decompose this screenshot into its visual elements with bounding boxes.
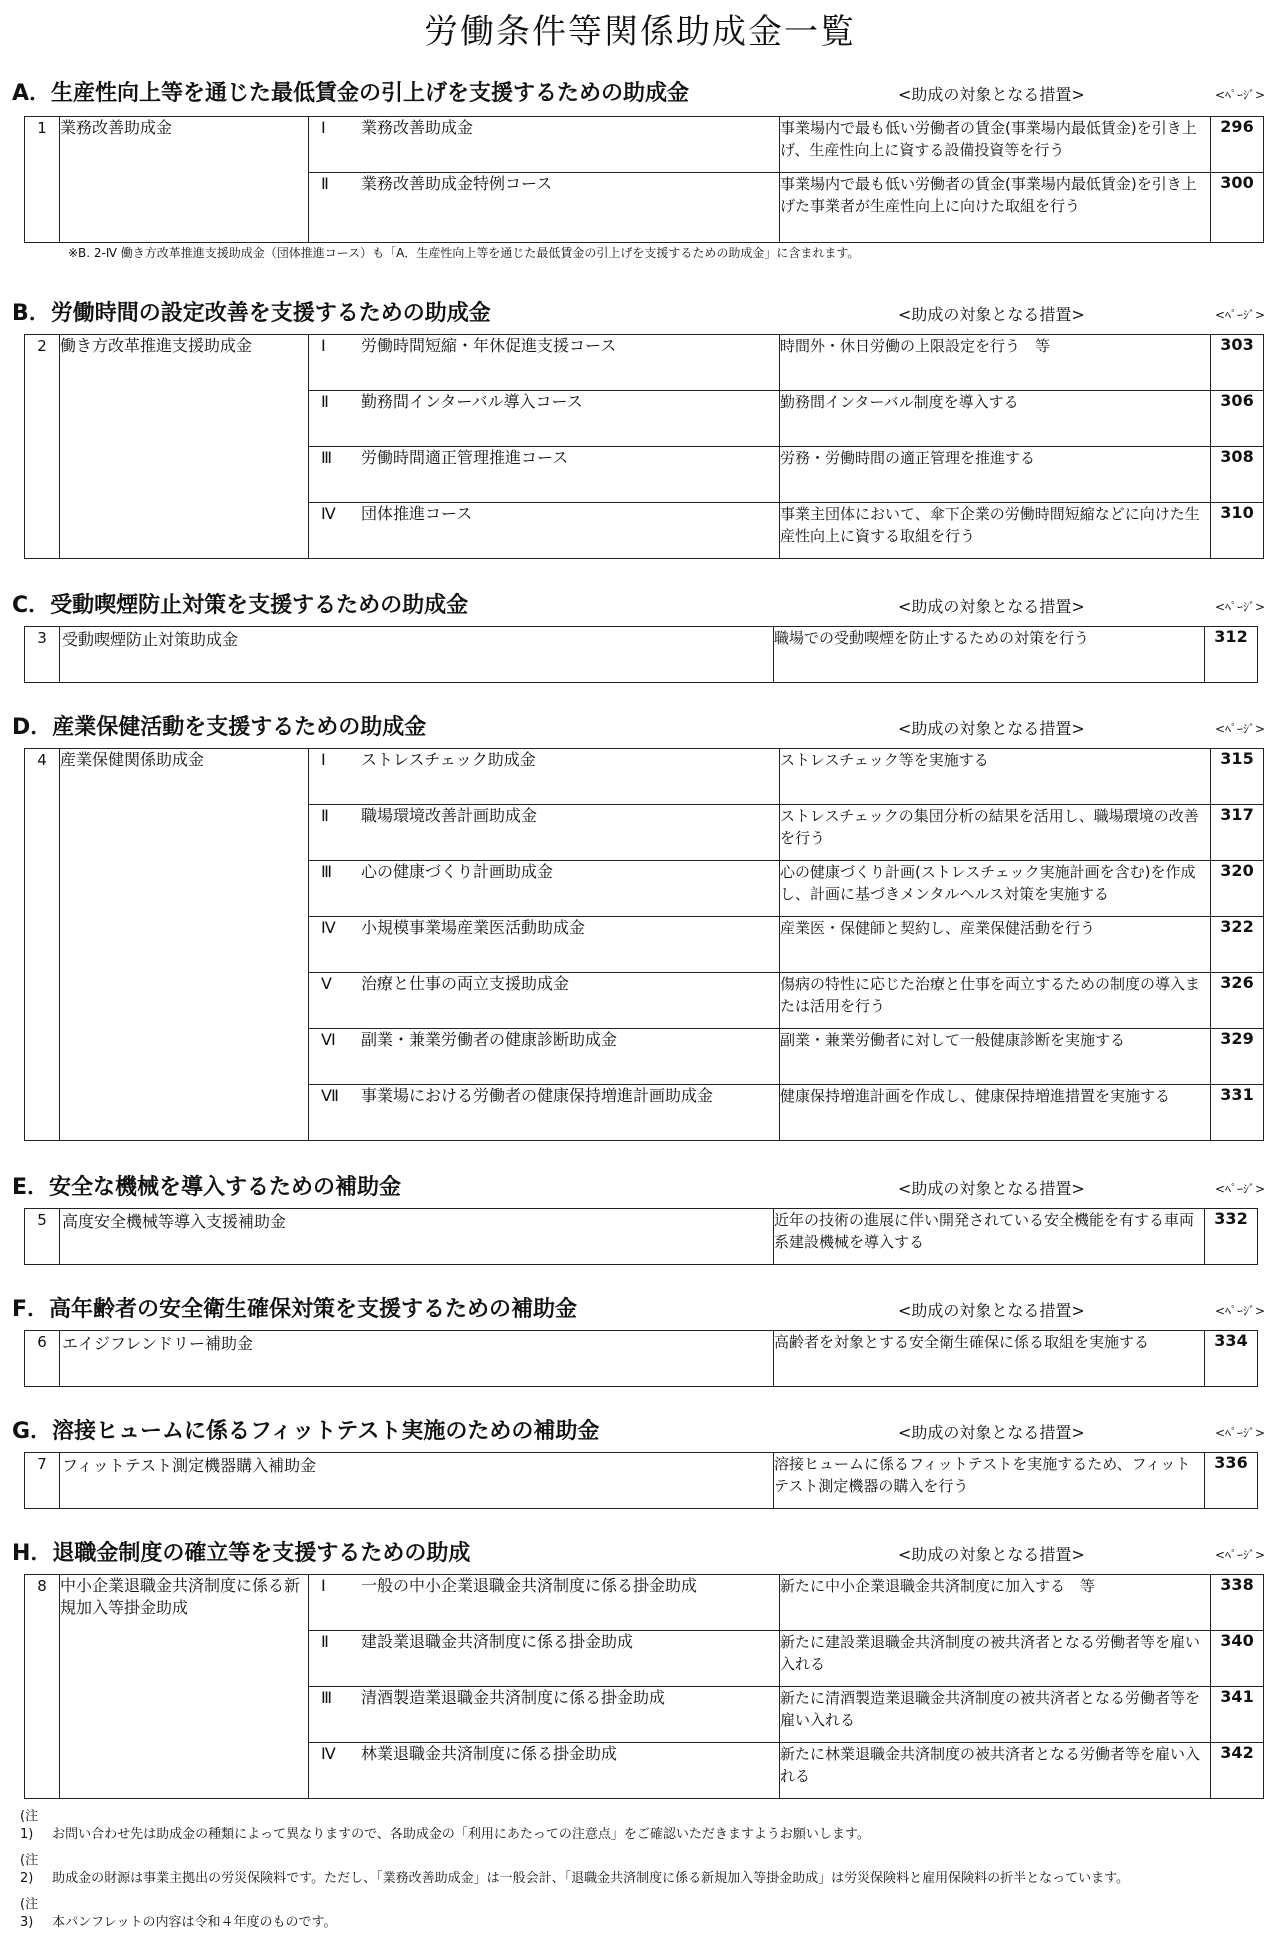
measure-text: 傷病の特性に応じた治療と仕事を両立するための制度の導入または活用を行う (780, 973, 1211, 1029)
page-number: 334 (1205, 1331, 1258, 1387)
section-c (0, 590, 1280, 649)
grant-name: フィットテスト測定機器購入補助金 (60, 1453, 774, 1509)
roman-numeral: Ⅱ (321, 174, 329, 193)
page-number: 322 (1211, 917, 1264, 973)
grant-name: 業務改善助成金 (60, 117, 309, 243)
section-a (0, 78, 1280, 215)
course-cell (309, 805, 780, 861)
measure-text: 健康保持増進計画を作成し、健康保持増進措置を実施する (780, 1085, 1211, 1141)
footnote-label: (注3) (20, 1897, 39, 1930)
measures-header: <助成の対象となる措置> (898, 305, 1085, 324)
course-cell (309, 1085, 780, 1141)
grant-table (24, 334, 1264, 559)
footnotes (20, 1808, 1260, 1940)
roman-numeral: Ⅳ (321, 1744, 336, 1763)
course-cell (309, 391, 780, 447)
grant-name: エイジフレンドリー補助金 (60, 1331, 774, 1387)
grant-name: 受動喫煙防止対策助成金 (60, 627, 774, 683)
course-cell (309, 1687, 780, 1743)
section-title: G．溶接ヒュームに係るフィットテスト実施のための補助金 (12, 1419, 600, 1444)
roman-numeral: Ⅱ (321, 1632, 329, 1651)
measure-text: 近年の技術の進展に伴い開発されている安全機能を有する車両系建設機械を導入する (774, 1209, 1205, 1265)
course-cell (309, 1029, 780, 1085)
page-header: <ﾍﾟｰｼﾞ> (1215, 308, 1266, 322)
page-number: 315 (1211, 749, 1264, 805)
measure-text: 時間外・休日労働の上限設定を行う 等 (780, 335, 1211, 391)
page-number: 326 (1211, 973, 1264, 1029)
course-name: 副業・兼業労働者の健康診断助成金 (361, 1030, 618, 1049)
section-title: B．労働時間の設定改善を支援するための助成金 (12, 301, 491, 326)
page-number: 331 (1211, 1085, 1264, 1141)
course-cell (309, 749, 780, 805)
course-name: 建設業退職金共済制度に係る掛金助成 (361, 1632, 634, 1651)
roman-numeral: Ⅴ (321, 974, 332, 993)
page-number: 320 (1211, 861, 1264, 917)
section-b (0, 298, 1280, 545)
measure-text: 溶接ヒュームに係るフィットテストを実施するため、フィットテスト測定機器の購入を行う (774, 1453, 1205, 1509)
page-number: 338 (1211, 1575, 1264, 1631)
roman-numeral: Ⅰ (321, 336, 326, 355)
grant-number: 8 (25, 1575, 60, 1799)
section-title: A．生産性向上等を通じた最低賃金の引上げを支援するための助成金 (12, 81, 690, 106)
footnote-text: 本パンフレットの内容は令和４年度のものです。 (52, 1915, 337, 1930)
course-cell (309, 861, 780, 917)
grant-name: 働き方改革推進支援助成金 (60, 335, 309, 559)
course-name: 事業場における労働者の健康保持増進計画助成金 (361, 1086, 714, 1105)
course-cell (309, 1743, 780, 1799)
grant-table (24, 1452, 1258, 1509)
footnote-text: 助成金の財源は事業主拠出の労災保険料です。ただし、「業務改善助成金」は一般会計、「退職金共済制度に係る新規加入等掛金助成」は労災保険料と雇用保険料の折半となっています。 (52, 1871, 1130, 1886)
course-name: 業務改善助成金特例コース (361, 174, 553, 193)
course-name: 心の健康づくり計画助成金 (361, 862, 554, 881)
roman-numeral: Ⅵ (321, 1030, 336, 1049)
footnote (20, 1896, 1260, 1932)
course-cell (309, 503, 780, 559)
measure-text: 職場での受動喫煙を防止するための対策を行う (774, 627, 1205, 683)
course-name: 職場環境改善計画助成金 (361, 806, 538, 825)
section-g (0, 1416, 1280, 1495)
course-cell (309, 173, 780, 243)
grant-number: 5 (25, 1209, 60, 1265)
footnote-label: (注1) (20, 1809, 39, 1842)
grant-table (24, 116, 1264, 243)
section-f (0, 1294, 1280, 1353)
measures-header: <助成の対象となる措置> (898, 1179, 1085, 1198)
grant-table (24, 1330, 1258, 1387)
page-header: <ﾍﾟｰｼﾞ> (1215, 600, 1266, 614)
grant-table (24, 626, 1258, 683)
page-number: 300 (1211, 173, 1264, 243)
course-cell (309, 1575, 780, 1631)
measure-text: 事業主団体において、傘下企業の労働時間短縮などに向けた生産性向上に資する取組を行う (780, 503, 1211, 559)
section-h (0, 1538, 1280, 1785)
course-name: 団体推進コース (361, 504, 473, 523)
page-number: 340 (1211, 1631, 1264, 1687)
page-header: <ﾍﾟｰｼﾞ> (1215, 1426, 1266, 1440)
roman-numeral: Ⅱ (321, 392, 329, 411)
grant-name: 産業保健関係助成金 (60, 749, 309, 1141)
footnote-text: お問い合わせ先は助成金の種類によって異なりますので、各助成金の「利用にあたっての注意点」をご確認いただきますようお願いします。 (52, 1827, 870, 1842)
roman-numeral: Ⅰ (321, 1576, 326, 1595)
page-number: 308 (1211, 447, 1264, 503)
page-header: <ﾍﾟｰｼﾞ> (1215, 722, 1266, 736)
roman-numeral: Ⅲ (321, 862, 333, 881)
course-name: 一般の中小企業退職金共済制度に係る掛金助成 (361, 1576, 698, 1595)
grant-number: 1 (25, 117, 60, 243)
section-e (0, 1172, 1280, 1251)
section-title: C．受動喫煙防止対策を支援するための助成金 (12, 593, 469, 618)
roman-numeral: Ⅶ (321, 1086, 339, 1105)
page-number: 336 (1205, 1453, 1258, 1509)
measure-text: 副業・兼業労働者に対して一般健康診断を実施する (780, 1029, 1211, 1085)
course-name: 治療と仕事の両立支援助成金 (361, 974, 570, 993)
course-name: 林業退職金共済制度に係る掛金助成 (361, 1744, 618, 1763)
course-cell (309, 917, 780, 973)
course-cell (309, 1631, 780, 1687)
page-number: 312 (1205, 627, 1258, 683)
page-number: 310 (1211, 503, 1264, 559)
section-title: H．退職金制度の確立等を支援するための助成 (12, 1541, 471, 1566)
measure-text: ストレスチェック等を実施する (780, 749, 1211, 805)
course-name: 勤務間インターバル導入コース (361, 392, 583, 411)
course-name: 業務改善助成金 (361, 118, 474, 137)
roman-numeral: Ⅰ (321, 118, 326, 137)
page-number: 329 (1211, 1029, 1264, 1085)
section-title: E．安全な機械を導入するための補助金 (12, 1175, 402, 1200)
section-d (0, 712, 1280, 1105)
footnote (20, 1808, 1260, 1844)
grant-number: 6 (25, 1331, 60, 1387)
measures-header: <助成の対象となる措置> (898, 597, 1085, 616)
page-number: 296 (1211, 117, 1264, 173)
page-header: <ﾍﾟｰｼﾞ> (1215, 1304, 1266, 1318)
course-name: 労働時間短縮・年休促進支援コース (361, 336, 617, 355)
grant-name: 中小企業退職金共済制度に係る新規加入等掛金助成 (60, 1575, 309, 1799)
grant-number: 3 (25, 627, 60, 683)
measure-text: 新たに清酒製造業退職金共済制度の被共済者となる労働者等を雇い入れる (780, 1687, 1211, 1743)
page-header: <ﾍﾟｰｼﾞ> (1215, 1548, 1266, 1562)
roman-numeral: Ⅲ (321, 448, 333, 467)
course-name: 清酒製造業退職金共済制度に係る掛金助成 (361, 1688, 666, 1707)
measure-text: 産業医・保健師と契約し、産業保健活動を行う (780, 917, 1211, 973)
measure-text: 新たに林業退職金共済制度の被共済者となる労働者等を雇い入れる (780, 1743, 1211, 1799)
measure-text: 心の健康づくり計画(ストレスチェック実施計画を含む)を作成し、計画に基づきメンタルヘルス対策を実施する (780, 861, 1211, 917)
page-number: 332 (1205, 1209, 1258, 1265)
grant-number: 7 (25, 1453, 60, 1509)
measures-header: <助成の対象となる措置> (898, 85, 1085, 104)
course-name: 小規模事業場産業医活動助成金 (361, 918, 586, 937)
course-name: 労働時間適正管理推進コース (361, 448, 569, 467)
measures-header: <助成の対象となる措置> (898, 1301, 1085, 1320)
grant-table (24, 1208, 1258, 1265)
roman-numeral: Ⅳ (321, 918, 336, 937)
page-number: 303 (1211, 335, 1264, 391)
course-cell (309, 447, 780, 503)
grant-number: 2 (25, 335, 60, 559)
section-title: F．高年齢者の安全衛生確保対策を支援するための補助金 (12, 1297, 578, 1322)
page-header: <ﾍﾟｰｼﾞ> (1215, 1182, 1266, 1196)
roman-numeral: Ⅱ (321, 806, 329, 825)
page-title: 労働条件等関係助成金一覧 (424, 12, 856, 52)
page-number: 306 (1211, 391, 1264, 447)
measure-text: 新たに中小企業退職金共済制度に加入する 等 (780, 1575, 1211, 1631)
footnote-label: (注2) (20, 1853, 39, 1886)
measures-header: <助成の対象となる措置> (898, 1545, 1085, 1564)
measures-header: <助成の対象となる措置> (898, 719, 1085, 738)
footnote (20, 1852, 1260, 1888)
measure-text: 事業場内で最も低い労働者の賃金(事業場内最低賃金)を引き上げ、生産性向上に資する設備投資等を行う (780, 117, 1211, 173)
grant-table (24, 1574, 1264, 1799)
page-header: <ﾍﾟｰｼﾞ> (1215, 88, 1266, 102)
course-cell (309, 973, 780, 1029)
measure-text: 労務・労働時間の適正管理を推進する (780, 447, 1211, 503)
measure-text: ストレスチェックの集団分析の結果を活用し、職場環境の改善を行う (780, 805, 1211, 861)
course-name: ストレスチェック助成金 (361, 750, 536, 769)
measures-header: <助成の対象となる措置> (898, 1423, 1085, 1442)
page-number: 342 (1211, 1743, 1264, 1799)
grant-name: 高度安全機械等導入支援補助金 (60, 1209, 774, 1265)
measure-text: 高齢者を対象とする安全衛生確保に係る取組を実施する (774, 1331, 1205, 1387)
course-cell (309, 335, 780, 391)
section-title: D．産業保健活動を支援するための助成金 (12, 715, 427, 740)
section-a-note: ※B. 2-Ⅳ 働き方改革推進支援助成金（団体推進コース）も「A．生産性向上等を通じた最低賃金の引上げを支援するための助成金」に含まれます。 (68, 246, 860, 260)
course-cell (309, 117, 780, 173)
roman-numeral: Ⅲ (321, 1688, 333, 1707)
page-number: 341 (1211, 1687, 1264, 1743)
measure-text: 勤務間インターバル制度を導入する (780, 391, 1211, 447)
measure-text: 事業場内で最も低い労働者の賃金(事業場内最低賃金)を引き上げた事業者が生産性向上に向けた取組を行う (780, 173, 1211, 243)
measure-text: 新たに建設業退職金共済制度の被共済者となる労働者等を雇い入れる (780, 1631, 1211, 1687)
roman-numeral: Ⅰ (321, 750, 326, 769)
roman-numeral: Ⅳ (321, 504, 336, 523)
grant-number: 4 (25, 749, 60, 1141)
grant-table (24, 748, 1264, 1141)
page-number: 317 (1211, 805, 1264, 861)
